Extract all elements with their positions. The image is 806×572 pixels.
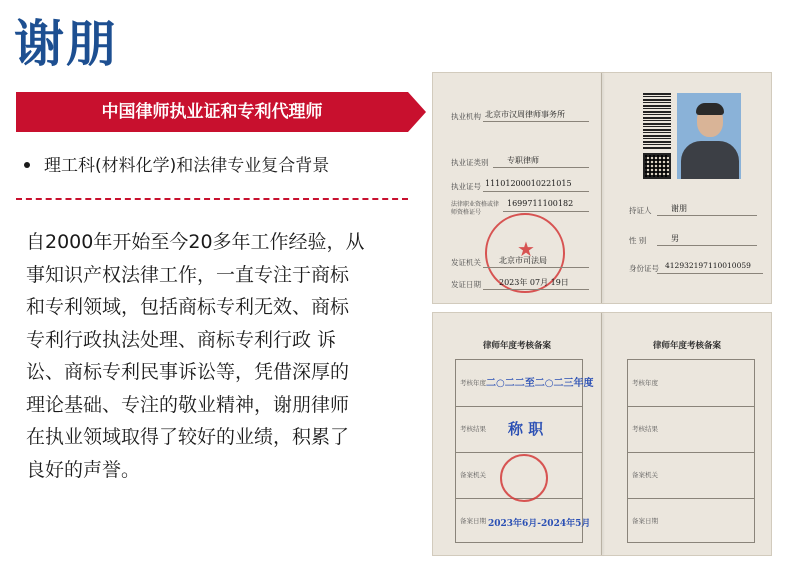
description-line: 和专利领域，包括商标专利无效、商标 [26,296,350,318]
type-value: 专职律师 [507,156,539,165]
description-line: 专利行政执法处理、商标专利行政 诉 [26,328,337,351]
id-value: 412932197110010059 [665,261,751,270]
field-underline [657,245,757,246]
field-underline [483,289,589,290]
issue-date-label: 发证日期 [451,280,481,289]
type-label: 执业证类别 [451,158,489,167]
review-title-right: 律师年度考核备案 [653,341,722,351]
field-underline [503,211,589,212]
barcode-icon [643,93,671,149]
review-grid-right [627,359,755,543]
grid-line [628,406,754,407]
review-title-left: 律师年度考核备案 [483,341,552,351]
description-line: 在执业领域取得了较好的业绩，积累了 [26,426,350,448]
review-grid-left [455,359,594,543]
field-underline [657,273,763,274]
id-photo [677,93,741,179]
bullet-dot-icon [24,162,30,168]
description-line: 事知识产权法律工作，一直专注于商标 [26,263,350,286]
qual-value: 1699711100182 [507,199,574,208]
review-date-stamp: 2023年6月-2024年5月 [488,519,591,529]
office-label: 备案机关 [632,471,658,479]
year-label: 考核年度 [632,379,658,387]
field-underline [483,267,589,268]
field-underline [483,191,589,192]
result-stamp: 称 职 [508,420,544,438]
dashed-divider [16,198,408,200]
description-line: 良好的声誉。 [26,458,141,481]
person-name: 谢朋 [14,15,118,73]
banner-title: 中国律师执业证和专利代理师 [101,102,323,122]
issuer-label: 发证机关 [451,258,481,267]
holder-value: 谢朋 [671,204,687,213]
grid-line [628,498,754,499]
review-date-label: 备案日期 [632,517,658,525]
qual-label: 法律职业资格或律师资格证号 [451,201,500,216]
org-value: 北京市汉周律师事务所 [485,110,565,119]
field-underline [657,215,757,216]
photo-hair [696,103,724,115]
background-bullet [24,152,329,180]
cert-no-value: 11101200010221015 [485,179,572,188]
issuer-value: 北京市司法局 [499,256,547,265]
id-label: 身份证号 [629,264,659,273]
annual-review-photo [432,312,772,556]
grid-line [628,452,754,453]
result-label: 考核结果 [632,425,658,433]
qr-code-icon [643,153,671,179]
field-underline [493,167,589,168]
cert-no-label: 执业证号 [451,182,481,191]
result-label: 考核结果 [460,425,486,433]
year-label: 考核年度 [460,379,486,387]
gender-value: 男 [671,234,679,243]
lawyer-license-photo [432,72,772,304]
grid-line [456,406,582,407]
page-fold [601,73,602,303]
year-stamp: 二○二二至二○二三年度 [486,378,594,389]
review-date-label: 备案日期 [460,517,486,525]
district-bureau-seal [500,454,548,502]
bullet-text: 理工科(材料化学)和法律专业复合背景 [44,156,330,176]
description-line: 讼、商标专利民事诉讼等，凭借深厚的 [26,361,350,383]
page-fold [601,313,602,555]
field-underline [483,121,589,122]
section-banner [16,92,408,132]
grid-line [456,452,582,453]
issue-date-value: 2023年 07月 19日 [499,278,569,287]
org-label: 执业机构 [451,112,481,121]
description-line: 自2000年开始至今20多年工作经验，从 [26,231,365,253]
holder-label: 持证人 [629,206,652,215]
office-label: 备案机关 [460,471,486,479]
gender-label: 性 别 [629,236,647,245]
star-icon: ★ [517,237,535,261]
description-paragraph [26,226,398,486]
description-line: 理论基础、专注的敬业精神，谢朋律师 [26,393,350,416]
photo-shoulders [681,141,739,179]
